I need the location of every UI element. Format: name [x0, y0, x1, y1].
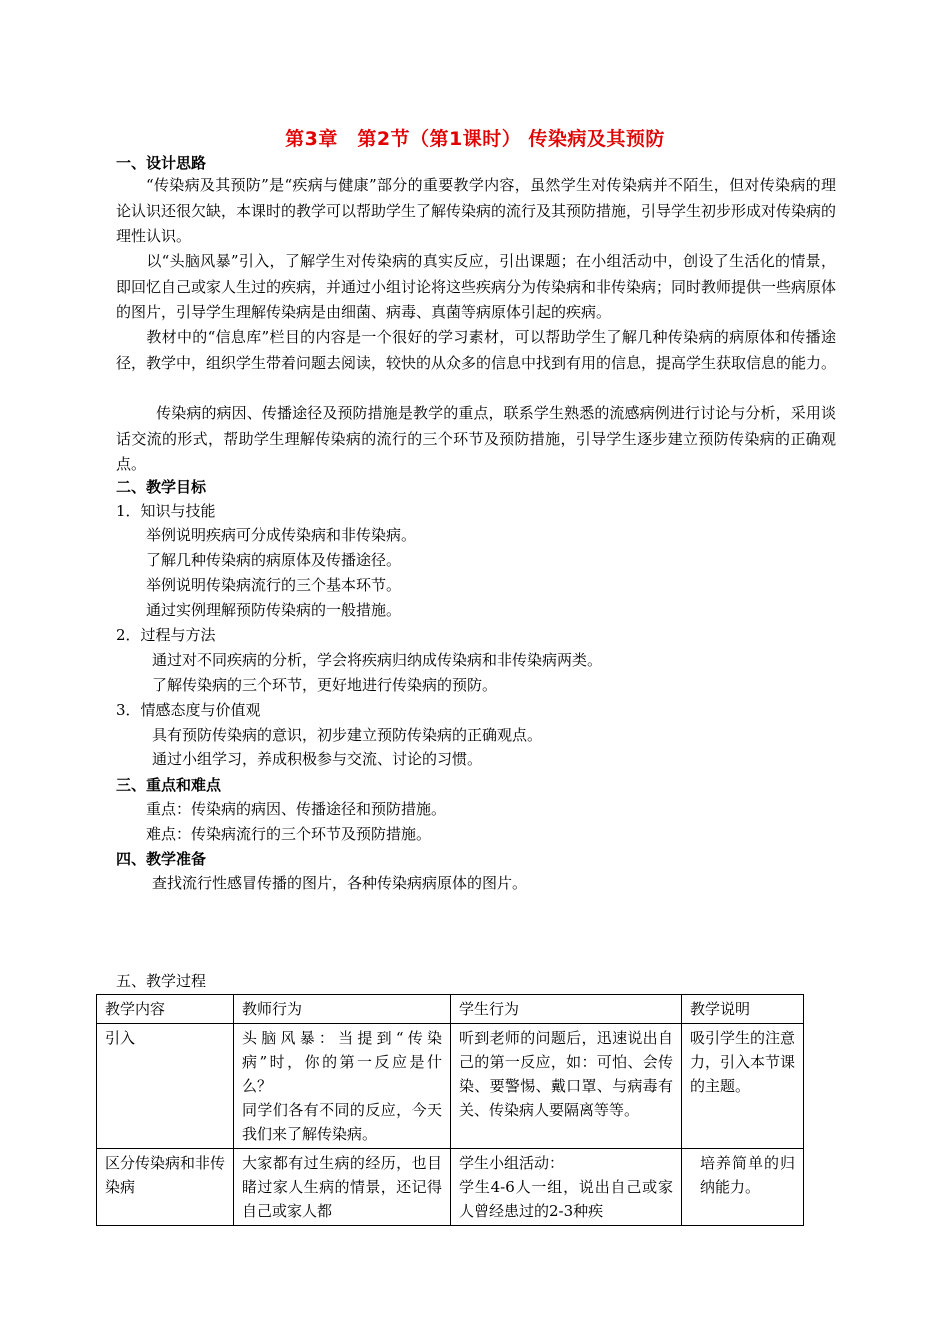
cell-text: 头脑风暴：当提到“传染病”时，你的第一反应是什么？ — [242, 1029, 442, 1095]
list-item: 通过对不同疾病的分析，学会将疾病归纳成传染病和非传染病两类。 — [152, 651, 603, 669]
table-cell — [451, 1149, 682, 1226]
cell-text: 学生4-6人一组，说出自己或家人曾经患过的2-3种疾 — [459, 1178, 673, 1220]
table-row — [97, 1149, 804, 1226]
list-item: 举例说明传染病流行的三个基本环节。 — [146, 576, 402, 594]
section-heading-focus: 三、重点和难点 — [116, 776, 222, 794]
list-item: 了解几种传染病的病原体及传播途径。 — [146, 551, 402, 569]
table-cell — [234, 1024, 451, 1149]
prep-text: 查找流行性感冒传播的图片，各种传染病病原体的图片。 — [152, 874, 528, 892]
goal-label-values: 3．情感态度与价值观 — [116, 701, 261, 719]
section-heading-process: 五、教学过程 — [116, 972, 207, 990]
focus-text: 重点：传染病的病因、传播途径和预防措施。 — [146, 800, 447, 818]
column-header: 教学内容 — [97, 995, 234, 1024]
paragraph — [116, 325, 836, 376]
table-cell: 区分传染病和非传染病 — [97, 1149, 234, 1226]
paragraph — [116, 401, 836, 478]
process-table — [96, 994, 804, 1226]
cell-text: 培养简单的归纳能力。 — [700, 1154, 795, 1196]
paragraph-text: 教材中的“信息库”栏目的内容是一个很好的学习素材，可以帮助学生了解几种传染病的病原体和传播途径，教学中，组织学生带着问题去阅读，较快的从众多的信息中找到有用的信息，提高学生获取信息的能力。 — [116, 328, 837, 372]
list-item: 通过实例理解预防传染病的一般措施。 — [146, 601, 402, 619]
page-title: 第3章 第2节（第1课时） 传染病及其预防 — [285, 128, 665, 150]
paragraph-text: “传染病及其预防”是“疾病与健康”部分的重要教学内容，虽然学生对传染病并不陌生，但对传染病的理论认识还很欠缺，本课时的教学可以帮助学生了解传染病的流行及其预防措施，引导学生初步形成对传染病的理性认识。 — [116, 176, 837, 245]
table-header-row — [97, 995, 804, 1024]
cell-text: 同学们各有不同的反应，今天我们来了解传染病。 — [242, 1101, 442, 1143]
paragraph-text: 以“头脑风暴”引入，了解学生对传染病的真实反应，引出课题；在小组活动中，创设了生活化的情景，即回忆自己或家人生过的疾病，并通过小组讨论将这些疾病分为传染病和非传染病；同时教师提供一些病原体的图片，引导学生理解传染病是由细菌、病毒、真菌等病原体引起的疾病。 — [116, 252, 837, 321]
column-header: 学生行为 — [451, 995, 682, 1024]
list-item: 了解传染病的三个环节，更好地进行传染病的预防。 — [152, 676, 498, 694]
section-heading-prep: 四、教学准备 — [116, 850, 207, 868]
table-cell: 大家都有过生病的经历，也目睹过家人生病的情景，还记得自己或家人都 — [234, 1149, 451, 1226]
goal-label-knowledge: 1．知识与技能 — [116, 502, 216, 520]
cell-text: 学生小组活动： — [459, 1154, 565, 1172]
table-cell: 听到老师的问题后，迅速说出自己的第一反应，如：可怕、会传染、要警惕、戴口罩、与病毒有关、传染病人要隔离等等。 — [451, 1024, 682, 1149]
paragraph — [116, 173, 836, 250]
section-heading-design: 一、设计思路 — [116, 154, 207, 172]
table-row — [97, 1024, 804, 1149]
goal-label-method: 2．过程与方法 — [116, 626, 216, 644]
column-header: 教学说明 — [682, 995, 804, 1024]
column-header: 教师行为 — [234, 995, 451, 1024]
paragraph-text: 传染病的病因、传播途径及预防措施是教学的重点，联系学生熟悉的流感病例进行讨论与分析，采用谈话交流的形式，帮助学生理解传染病的流行的三个环节及预防措施，引导学生逐步建立预防传染病的正确观点。 — [116, 404, 836, 473]
paragraph — [116, 249, 836, 326]
list-item: 举例说明疾病可分成传染病和非传染病。 — [146, 526, 417, 544]
table-cell: 吸引学生的注意力，引入本节课的主题。 — [682, 1024, 804, 1149]
list-item: 通过小组学习，养成积极参与交流、讨论的习惯。 — [152, 750, 483, 768]
list-item: 具有预防传染病的意识，初步建立预防传染病的正确观点。 — [152, 726, 543, 744]
table-cell: 引入 — [97, 1024, 234, 1149]
difficulty-text: 难点：传染病流行的三个环节及预防措施。 — [146, 825, 432, 843]
table-cell — [682, 1149, 804, 1226]
section-heading-goals: 二、教学目标 — [116, 478, 207, 496]
